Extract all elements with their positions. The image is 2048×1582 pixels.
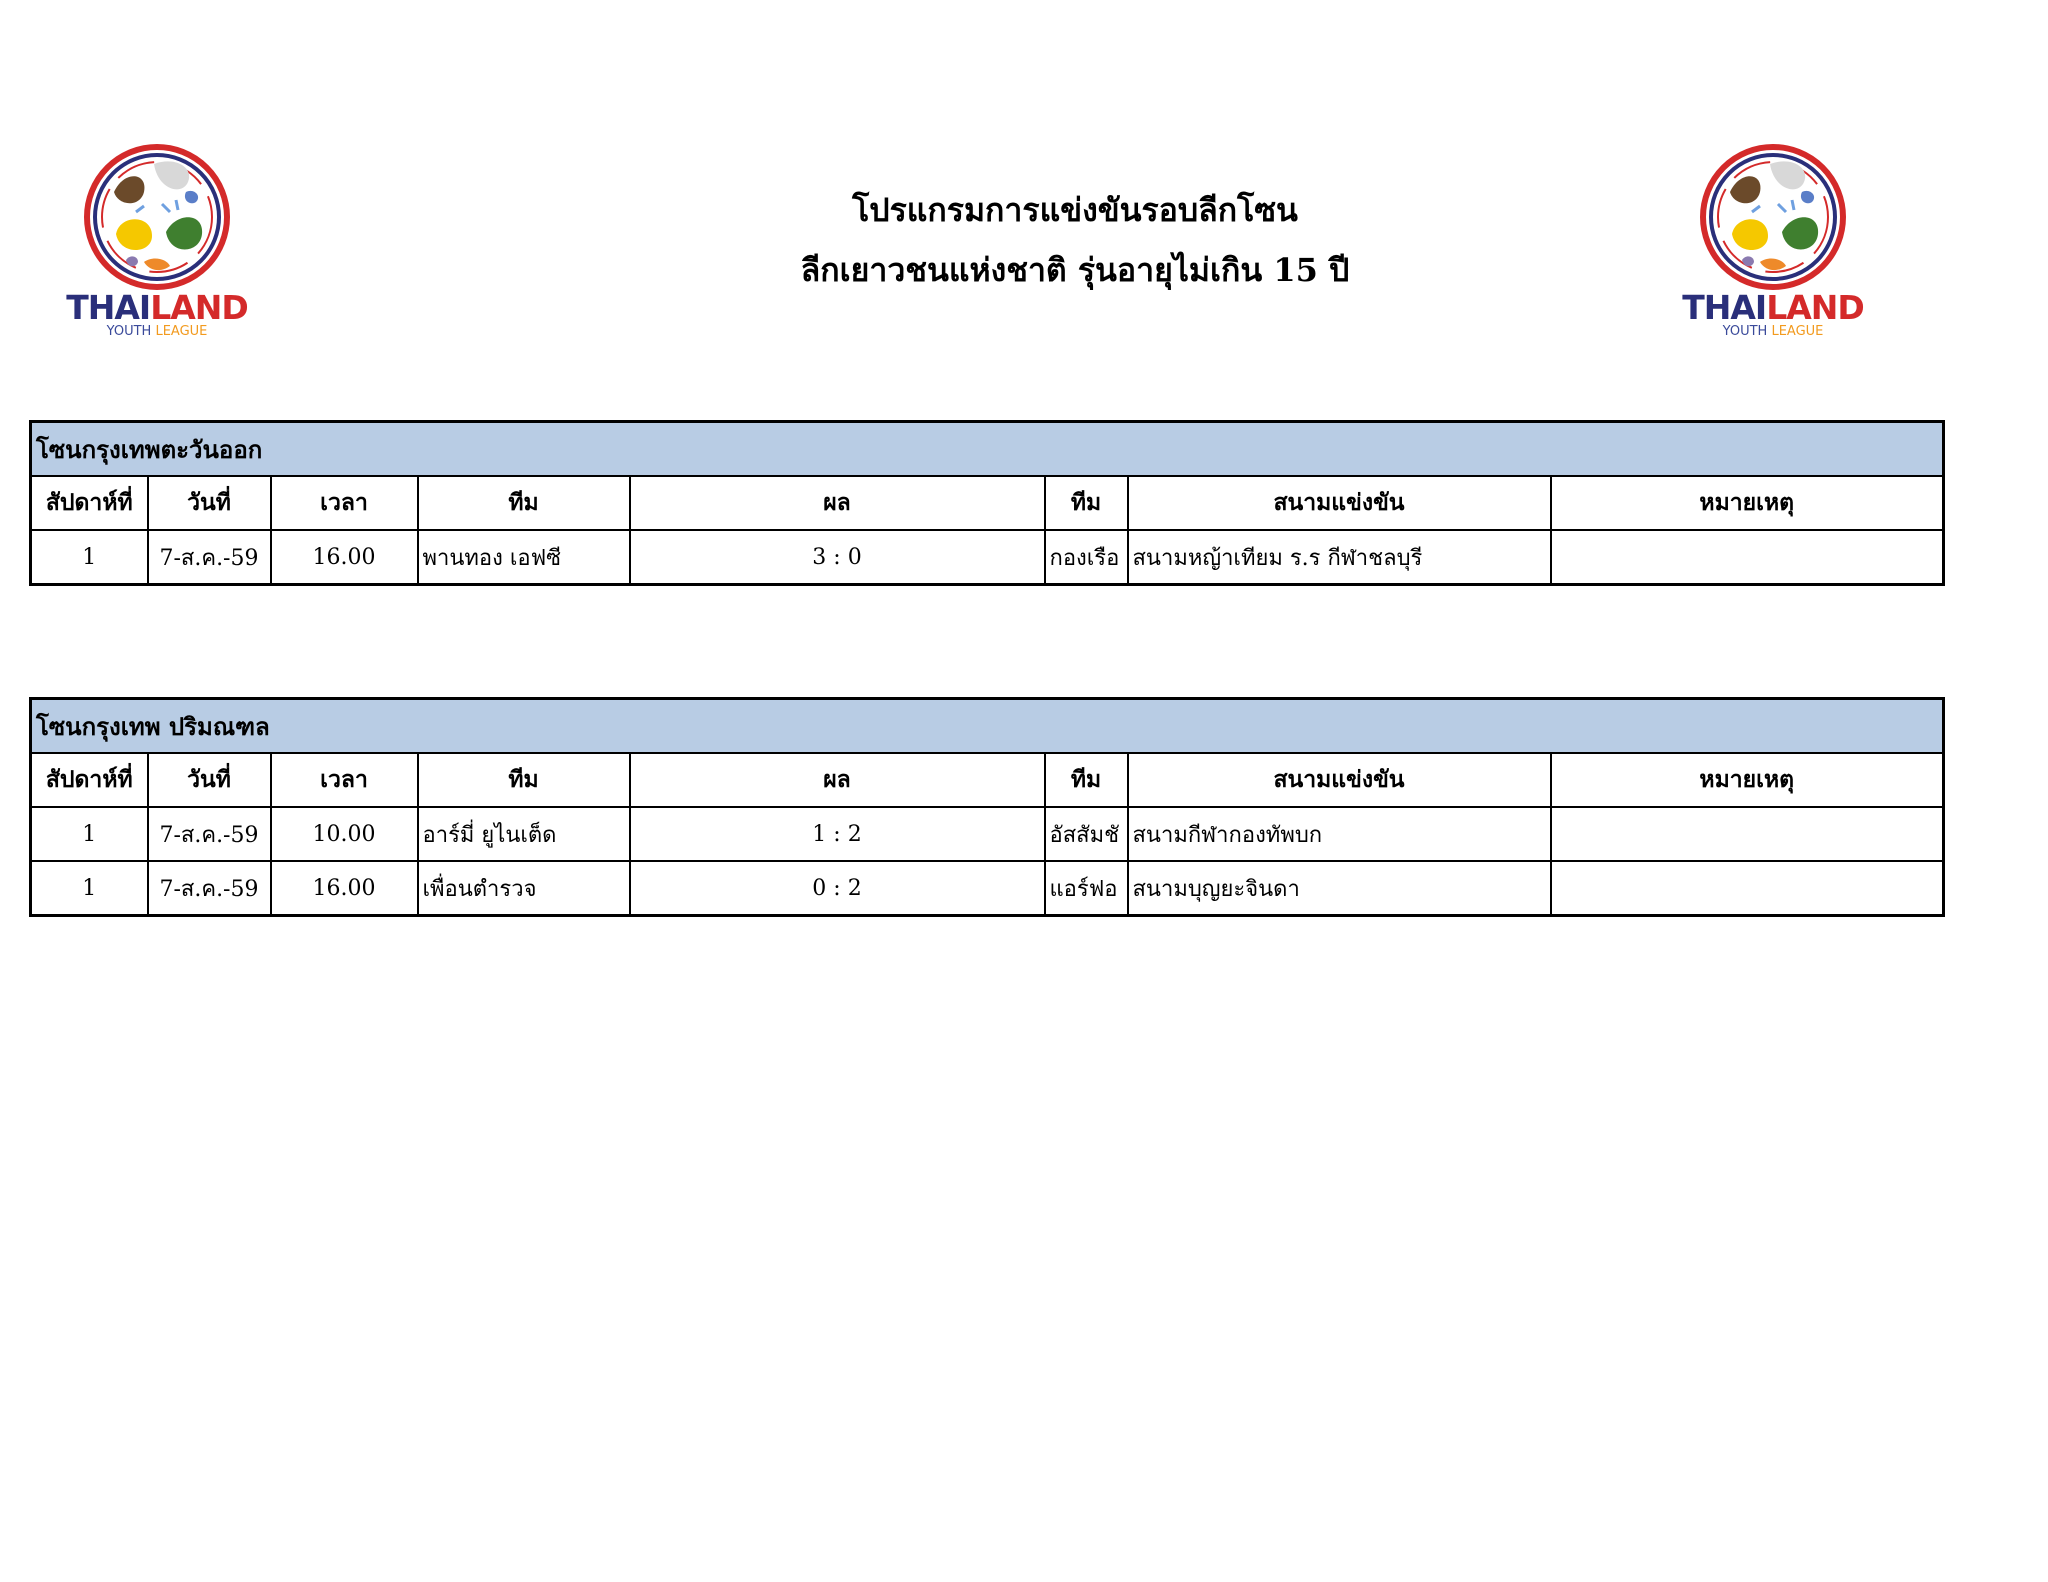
venue-cell: สนามกีฬากองทัพบก	[1128, 807, 1551, 861]
date-header: วันที่	[148, 753, 271, 807]
away-team-header: ทีม	[1045, 476, 1128, 530]
home-team-header: ทีม	[418, 476, 630, 530]
table-row	[31, 861, 1944, 916]
venue-cell: สนามหญ้าเทียม ร.ร กีฬาชลบุรี	[1128, 530, 1551, 585]
zone-schedule-table	[29, 420, 1945, 586]
league-emblem-icon	[66, 142, 248, 292]
zone-title: โซนกรุงเทพตะวันออก	[31, 422, 1944, 477]
zone-schedule-table	[29, 697, 1945, 917]
home-team-cell: พานทอง เอฟซี	[418, 530, 630, 585]
date-header: วันที่	[148, 476, 271, 530]
note-header: หมายเหตุ	[1551, 476, 1944, 530]
score-header: ผล	[630, 476, 1045, 530]
time-header: เวลา	[271, 753, 418, 807]
logo-wordmark: THAILAND	[66, 288, 248, 327]
note-cell	[1551, 530, 1944, 585]
zone-title: โซนกรุงเทพ ปริมณฑล	[31, 699, 1944, 754]
logo-subtitle: YOUTH LEAGUE	[1722, 324, 1824, 339]
away-team-cell: อัสสัมชั	[1045, 807, 1128, 861]
table-row	[31, 807, 1944, 861]
table-row	[31, 530, 1944, 585]
week-cell: 1	[31, 861, 148, 916]
away-team-cell: แอร์ฟอ	[1045, 861, 1128, 916]
week-cell: 1	[31, 530, 148, 585]
time-cell: 16.00	[271, 530, 418, 585]
score-header: ผล	[630, 753, 1045, 807]
date-cell: 7-ส.ค.-59	[148, 530, 271, 585]
venue-cell: สนามบุญยะจินดา	[1128, 861, 1551, 916]
note-header: หมายเหตุ	[1551, 753, 1944, 807]
date-cell: 7-ส.ค.-59	[148, 861, 271, 916]
document-title: โปรแกรมการแข่งขันรอบลีกโซน	[852, 191, 1298, 229]
note-cell	[1551, 807, 1944, 861]
header-row	[31, 476, 1944, 530]
league-logo-right	[1668, 142, 1878, 352]
league-emblem-icon	[1682, 142, 1864, 292]
week-header: สัปดาห์ที่	[31, 753, 148, 807]
home-team-header: ทีม	[418, 753, 630, 807]
note-cell	[1551, 861, 1944, 916]
header-row	[31, 753, 1944, 807]
score-cell: 0 : 2	[630, 861, 1045, 916]
league-logo-left	[52, 142, 262, 352]
week-header: สัปดาห์ที่	[31, 476, 148, 530]
document-subtitle: ลีกเยาวชนแห่งชาติ รุ่นอายุไม่เกิน 15 ปี	[800, 251, 1350, 289]
score-cell: 1 : 2	[630, 807, 1045, 861]
away-team-cell: กองเรือ	[1045, 530, 1128, 585]
time-cell: 16.00	[271, 861, 418, 916]
date-cell: 7-ส.ค.-59	[148, 807, 271, 861]
home-team-cell: เพื่อนตำรวจ	[418, 861, 630, 916]
home-team-cell: อาร์มี่ ยูไนเต็ด	[418, 807, 630, 861]
away-team-header: ทีม	[1045, 753, 1128, 807]
week-cell: 1	[31, 807, 148, 861]
venue-header: สนามแข่งขัน	[1128, 476, 1551, 530]
venue-header: สนามแข่งขัน	[1128, 753, 1551, 807]
time-cell: 10.00	[271, 807, 418, 861]
time-header: เวลา	[271, 476, 418, 530]
score-cell: 3 : 0	[630, 530, 1045, 585]
logo-wordmark: THAILAND	[1682, 288, 1864, 327]
logo-subtitle: YOUTH LEAGUE	[106, 324, 208, 339]
